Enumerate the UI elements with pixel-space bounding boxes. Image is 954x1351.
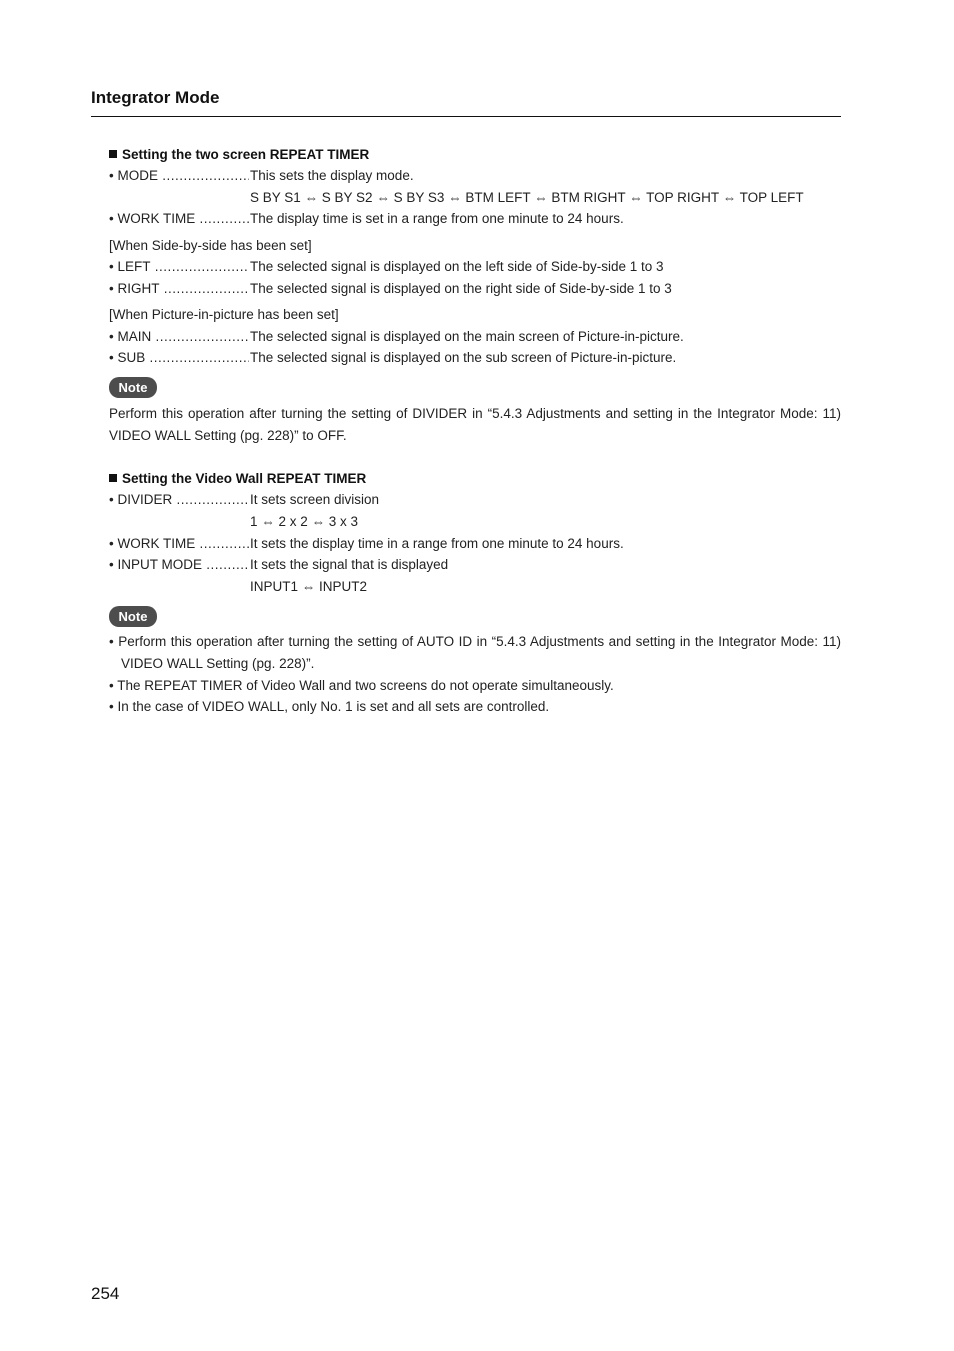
term-input-mode: • INPUT MODE ..... [109,557,249,573]
square-bullet-icon [109,150,117,158]
term-work-time: • WORK TIME ..... [109,211,249,227]
section-heading-video-wall [109,471,366,487]
desc-input-mode: It sets the signal that is displayed [250,557,449,572]
page-number: 254 [91,1284,120,1303]
desc-mode-options: S BY S1 ⇔ S BY S2 ⇔ S BY S3 ⇔ BTM LEFT ⇔ BTM RIGHT ⇔ TOP RIGHT ⇔ TOP LEFT [250,190,804,205]
desc-main: The selected signal is displayed on the main screen of Picture-in-picture. [250,329,684,344]
note-item: • In the case of VIDEO WALL, only No. 1 is set and all sets are controlled. [109,699,550,714]
section-heading-two-screen [109,147,369,163]
square-bullet-icon [109,474,117,482]
term-sub: • SUB ..... [109,350,249,366]
label-side-by-side: [When Side-by-side has been set] [109,238,312,253]
page-title: Integrator Mode [91,88,220,107]
desc-right: The selected signal is displayed on the right side of Side-by-side 1 to 3 [250,281,672,296]
desc-sub: The selected signal is displayed on the sub screen of Picture-in-picture. [250,350,677,365]
term-mode: • MODE ..... [109,168,249,184]
term-work-time: • WORK TIME ..... [109,536,249,552]
header-rule [91,116,841,117]
term-divider: • DIVIDER ..... [109,492,249,508]
note-badge: Note [109,606,157,627]
desc-divider: It sets screen division [250,492,380,507]
section-heading-text: Setting the Video Wall REPEAT TIMER [122,471,367,486]
term-main: • MAIN ..... [109,329,249,345]
note-item: • Perform this operation after turning the setting of AUTO ID in “5.4.3 Adjustments and setting in the Integrator Mode: 11) VIDEO WALL Setting (pg. 228)”. [109,634,841,671]
term-right: • RIGHT ..... [109,281,249,297]
desc-left: The selected signal is displayed on the left side of Side-by-side 1 to 3 [250,259,664,274]
desc-work-time: It sets the display time in a range from one minute to 24 hours. [250,536,624,551]
desc-work-time: The display time is set in a range from one minute to 24 hours. [250,211,624,226]
label-picture-in-picture: [When Picture-in-picture has been set] [109,307,339,322]
note-text: Perform this operation after turning the setting of DIVIDER in “5.4.3 Adjustments and setting in the Integrator Mode: 11) VIDEO WALL Setting (pg. 228)” to OFF. [109,406,841,443]
note-item: • The REPEAT TIMER of Video Wall and two screens do not operate simultaneously. [109,678,614,693]
desc-mode: This sets the display mode. [250,168,414,183]
section-heading-text: Setting the two screen REPEAT TIMER [122,147,370,162]
desc-input-mode-options: INPUT1 ⇔ INPUT2 [250,579,368,594]
term-left: • LEFT ..... [109,259,249,275]
desc-divider-options: 1 ⇔ 2 x 2 ⇔ 3 x 3 [250,514,359,529]
note-badge: Note [109,377,157,398]
